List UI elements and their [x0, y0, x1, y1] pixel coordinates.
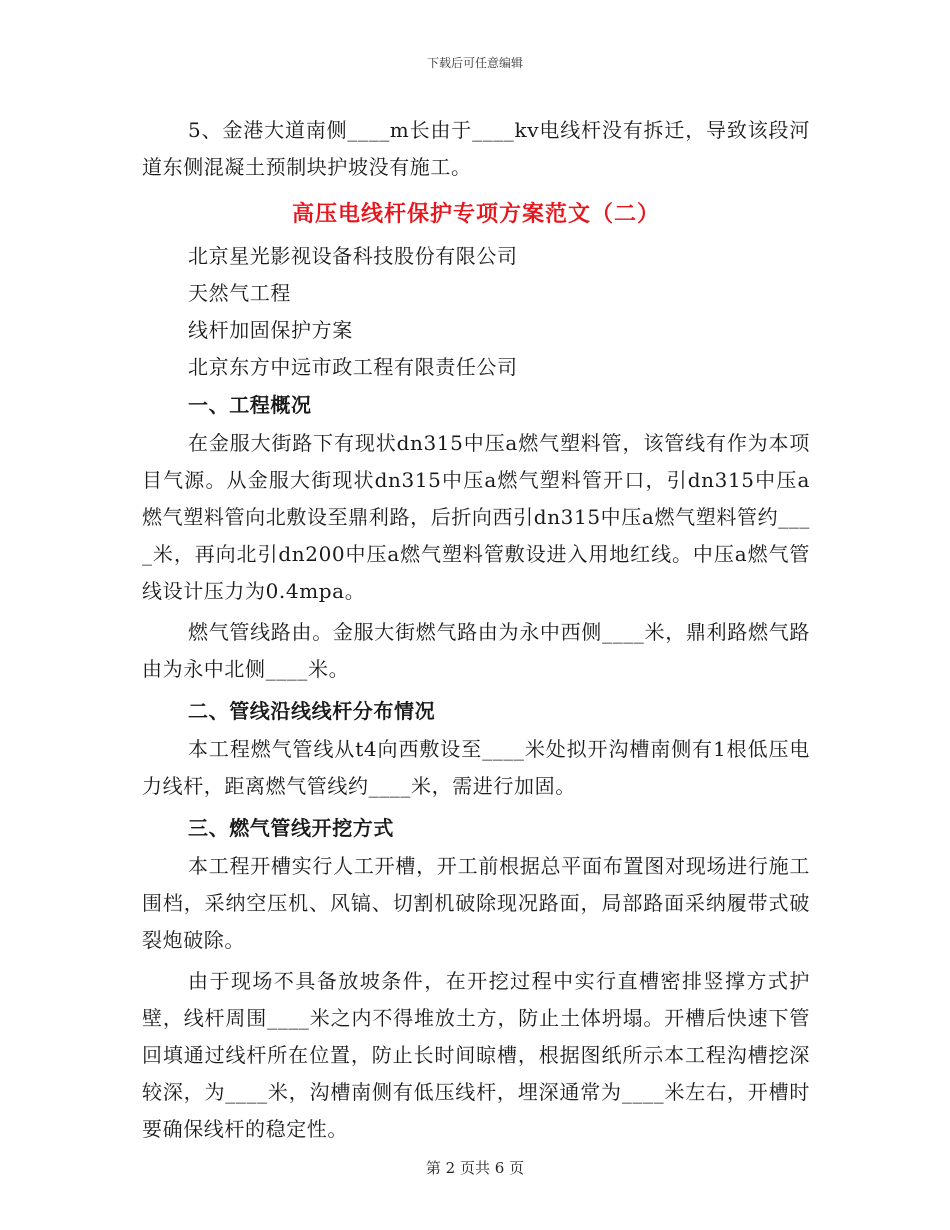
paragraph-shoring: 由于现场不具备放坡条件，在开挖过程中实行直槽密排竖撑方式护壁，线杆周围____米之内不得堆放土方，防止土体坍塌。开槽后快速下管回填通过线杆所在位置，防止长时间晾槽，根据图纸所示本工程沟槽挖深较深，为____米，沟槽南侧有低压线杆，埋深通常为____米左右，开槽时要确保线杆的稳定性。 — [142, 969, 810, 1141]
paragraph-poles: 本工程燃气管线从t4向西敷设至____米处拟开沟槽南侧有1根低压电力线杆，距离燃气管线约____米，需进行加固。 — [142, 737, 810, 798]
section-heading-1: 一、工程概况 — [188, 393, 312, 417]
page-header: 下载后可任意编辑 — [426, 56, 523, 70]
company-line-1: 北京星光影视设备科技股份有限公司 — [188, 244, 518, 268]
paragraph-excavation: 本工程开槽实行人工开槽，开工前根据总平面布置图对现场进行施工围档，采纳空压机、风镐、切割机破除现况路面，局部路面采纳履带式破裂炮破除。 — [142, 854, 810, 952]
page-footer: 第 2 页共 6 页 — [425, 1159, 525, 1177]
document-body — [142, 112, 810, 1148]
company-line-2: 北京东方中远市政工程有限责任公司 — [188, 355, 518, 379]
project-line: 天然气工程 — [188, 281, 291, 305]
section-heading-2: 二、管线沿线线杆分布情况 — [188, 699, 436, 723]
paragraph-intro: 5、金港大道南侧____m长由于____kv电线杆没有拆迁，导致该段河道东侧混凝土预制块护坡没有施工。 — [142, 118, 810, 179]
paragraph-overview: 在金服大街路下有现状dn315中压a燃气塑料管，该管线有作为本项目气源。从金服大街现状dn315中压a燃气塑料管开口，引dn315中压a燃气塑料管向北敷设至鼎利路，后折向西引dn315中压a燃气塑料管约____米，再向北引dn200中压a燃气塑料管敷设进入用地红线。中压a燃气管线设计压力为0.4mpa。 — [142, 431, 810, 603]
paragraph-routing: 燃气管线路由。金服大街燃气路由为永中西侧____米，鼎利路燃气路由为永中北侧____米。 — [142, 620, 810, 681]
document-title: 高压电线杆保护专项方案范文（二） — [291, 201, 660, 227]
section-heading-3: 三、燃气管线开挖方式 — [188, 816, 394, 840]
plan-line: 线杆加固保护方案 — [188, 318, 353, 342]
